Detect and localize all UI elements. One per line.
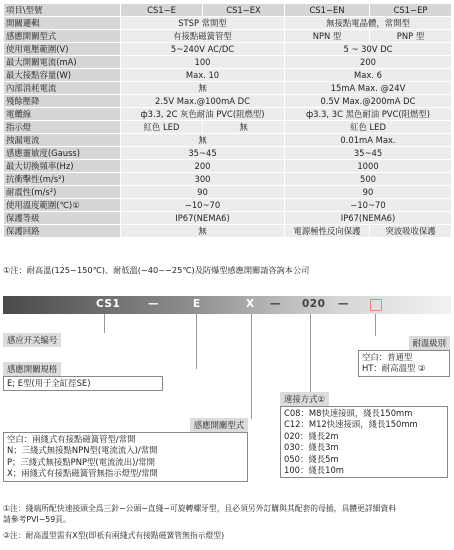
spec-row-label: 耐震性(m/s²) (4, 186, 121, 199)
connection-box (280, 392, 448, 478)
spec-value-cs1-en: 電源極性反向保護 (285, 225, 370, 238)
connection-box-content (280, 406, 448, 478)
temp-box-title: 耐溫級別 (409, 336, 451, 350)
spec-value-reed: 100 (121, 56, 285, 69)
spec-value-solid-state: Max. 6 (285, 69, 452, 82)
spec-value-solid-state: 15mA Max. @24V (285, 82, 452, 95)
spec-value-solid-state: 紅色 LED (285, 121, 452, 134)
spec-row-label: 電纜線 (4, 108, 121, 121)
spec-value-solid-state: 1000 (285, 160, 452, 173)
spec-row (4, 121, 452, 134)
model-cs1-ex: CS1−EX (203, 4, 285, 17)
spec-value-reed: 200 (121, 160, 285, 173)
spec-value-solid-state: 5 ~ 30V DC (285, 43, 452, 56)
spec-row-label: 感應開關型式 (4, 30, 121, 43)
footnote-connector: ①注：綫端所配快速接頭全爲三針−公頭−直綫−可旋轉螺牙型，且必須另外訂購與其配套的母插，具體更詳細資料 (3, 504, 397, 513)
spec-value-solid-state: 35~45 (285, 147, 452, 160)
type-line: 空白：兩綫式有接點磁簧管型/常開 (7, 434, 136, 444)
spec-header-label: 項目\型號 (4, 4, 121, 17)
spec-row (4, 43, 452, 56)
spec-value-solid-state: −10~70 (285, 199, 452, 212)
spec-box-title: 感應開關規格 (3, 362, 61, 376)
connection-line: 030：綫長3m (284, 442, 339, 453)
temp-box (358, 336, 450, 377)
spec-value-reed: 300 (121, 173, 285, 186)
spec-value-reed: 5~240V AC/DC (121, 43, 285, 56)
spec-value-reed: 無 (121, 225, 285, 238)
spec-box (3, 362, 163, 391)
spec-value-solid-state: 90 (285, 186, 452, 199)
spec-row (4, 108, 452, 121)
type-line: X；兩綫式有接點磁簧管無指示燈型/常開 (7, 468, 158, 479)
type-box-title: 感應開關型式 (190, 418, 248, 432)
spec-row-label: 內部消耗電流 (4, 82, 121, 95)
spec-value-reed: 無 (121, 134, 285, 147)
model-cs1-en: CS1−EN (285, 4, 370, 17)
spec-row (4, 17, 452, 30)
spec-value-reed: Max. 10 (121, 69, 285, 82)
type-line: N；三綫式無接點NPN型(電流流入)/常開 (7, 445, 158, 456)
spec-box-content (3, 376, 163, 391)
code-type: X (246, 298, 255, 310)
spec-value-reed: IP67(NEMA6) (121, 212, 285, 225)
code-dash-2: — (270, 298, 281, 310)
spec-value-solid-state: 500 (285, 173, 452, 186)
spec-value-solid-state: 0.01mA Max. (285, 134, 452, 147)
spec-value-cs1-e: 紅色 LED (121, 121, 203, 134)
spec-row-label: 最大開關電流(mA) (4, 56, 121, 69)
spec-row-label: 最大切換頻率(Hz) (4, 160, 121, 173)
type-box (3, 418, 248, 482)
spec-value-reed: 有接點磁簧管型 (121, 30, 285, 43)
spec-value-reed: 90 (121, 186, 285, 199)
spec-row (4, 212, 452, 225)
spec-value-reed: 35~45 (121, 147, 285, 160)
spec-table (3, 3, 452, 238)
spec-value-cs1-ex: 無 (203, 121, 285, 134)
connection-line: 020：綫長2m (284, 430, 339, 441)
spec-row-label: 開關邏輯 (4, 17, 121, 30)
spec-row (4, 134, 452, 147)
spec-value-solid-state: 無接點電晶體，常開型 (285, 17, 452, 30)
spec-value-solid-state: 0.5V Max.@200mA DC (285, 95, 452, 108)
sensor-code-box (3, 333, 61, 347)
spec-row-label: 保護回路 (4, 225, 121, 238)
spec-row (4, 95, 452, 108)
spec-row (4, 30, 452, 43)
model-cs1-e: CS1−E (121, 4, 203, 17)
spec-value-cs1-ep: 突波吸收保護 (370, 225, 452, 238)
spec-row-label: 最大接點容量(W) (4, 69, 121, 82)
temp-box-line: HT：耐高溫型 ② (362, 363, 426, 374)
spec-row (4, 56, 452, 69)
code-dash-1: — (148, 298, 159, 310)
temp-box-line: 空白：普通型 (362, 352, 413, 362)
spec-value-cs1-ep: PNP 型 (370, 30, 452, 43)
spec-value-reed: 無 (121, 82, 285, 95)
temp-box-content (358, 350, 450, 377)
connection-box-title: 連接方式① (280, 392, 329, 406)
spec-value-solid-state: IP67(NEMA6) (285, 212, 452, 225)
spec-row-label: 殘餘壓降 (4, 95, 121, 108)
footnote-connector-cont: 請參考PVI−59頁。 (3, 515, 71, 524)
code-connection: 020 (302, 298, 326, 310)
spec-row-label: 感應靈敏度(Gauss) (4, 147, 121, 160)
sensor-code-title: 感应开关编号 (3, 333, 61, 347)
spec-row-label: 拽漏電流 (4, 134, 121, 147)
temperature-note: ①注：耐高溫(125~150℃)、耐低溫(−40~−25℃)及防爆型感應開關請咨詢本公司 (3, 265, 310, 275)
spec-row (4, 82, 452, 95)
model-code-bar (3, 296, 451, 314)
code-series: CS1 (96, 298, 121, 310)
footnote-high-temp: ②注：耐高溫型需有X型(即祇有兩綫式有接點磁簧管無指示燈型) (3, 531, 225, 540)
spec-value-reed: 2.5V Max.@100mA DC (121, 95, 285, 108)
spec-value-reed: −10~70 (121, 199, 285, 212)
spec-row-label: 指示燈 (4, 121, 121, 134)
spec-row (4, 199, 452, 212)
spec-value-cs1-en: NPN 型 (285, 30, 370, 43)
spec-row (4, 186, 452, 199)
connection-line: 100：綫長10m (284, 465, 344, 476)
spec-box-line: E; E型(用于全缸徑SE) (7, 378, 91, 388)
model-cs1-ep: CS1−EP (370, 4, 452, 17)
spec-row-label: 抗衝擊性(m/s²) (4, 173, 121, 186)
type-box-content (3, 432, 248, 482)
spec-row (4, 69, 452, 82)
spec-row-label: 使用溫度範圍(℃)① (4, 199, 121, 212)
type-line: P；三綫式無接點PNP型(電流流出)/常開 (7, 456, 156, 467)
spec-row (4, 173, 452, 186)
temperature-code-placeholder (370, 299, 382, 311)
spec-header-row (4, 4, 452, 17)
code-spec: E (193, 298, 201, 310)
connection-line: C08：M8快速接頭，綫長150mm (284, 408, 413, 418)
connection-line: 050：綫長5m (284, 453, 339, 464)
spec-value-solid-state: ф3.3, 3C 黑色耐油 PVC(阻燃型) (285, 108, 452, 121)
code-dash-3: — (338, 298, 349, 310)
spec-row (4, 147, 452, 160)
spec-value-reed: STSP 常開型 (121, 17, 285, 30)
spec-value-solid-state: 200 (285, 56, 452, 69)
spec-value-reed: ф3.3, 2C 灰色耐油 PVC(阻燃型) (121, 108, 285, 121)
spec-row (4, 160, 452, 173)
spec-row-label: 保護等級 (4, 212, 121, 225)
spec-row (4, 225, 452, 238)
spec-row-label: 使用電壓範圍(V) (4, 43, 121, 56)
connection-line: C12：M12快速接頭，綫長150mm (284, 419, 418, 430)
